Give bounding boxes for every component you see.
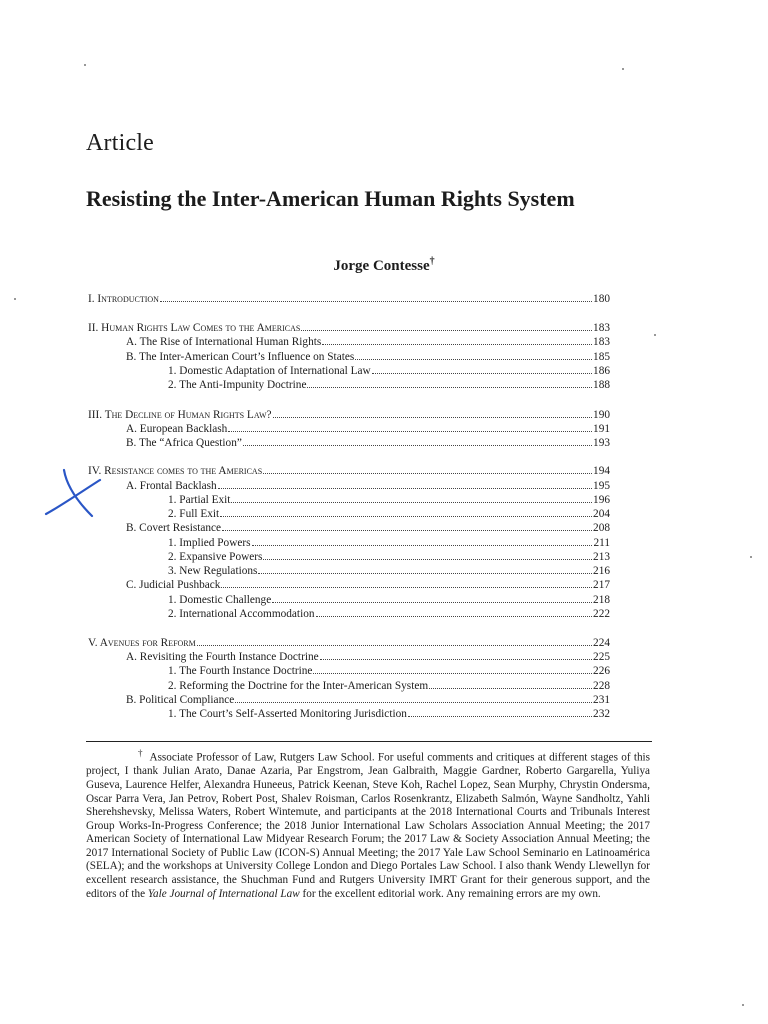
toc-leader-dots <box>218 479 592 489</box>
footnote-journal-name: Yale Journal of International Law <box>147 887 300 900</box>
toc-entry <box>168 593 610 607</box>
toc-entry <box>168 378 610 392</box>
toc-entry <box>126 693 610 707</box>
toc-leader-dots <box>301 321 592 331</box>
toc-entry-label: B. Covert Resistance <box>126 522 222 534</box>
toc-leader-dots <box>231 493 592 503</box>
toc-entry <box>168 550 610 564</box>
toc-entry <box>168 679 610 693</box>
footnote-divider <box>86 741 652 742</box>
toc-entry-label: A. Frontal Backlash <box>126 480 217 492</box>
toc-leader-dots <box>258 564 592 574</box>
toc-leader-dots <box>372 364 592 374</box>
toc-entry <box>168 707 610 721</box>
toc-entry-label: I. Introduction <box>88 293 159 305</box>
toc-entry-label: A. The Rise of International Human Rights <box>126 336 322 348</box>
toc-entry-page: 186 <box>593 365 610 377</box>
toc-entry-page: 190 <box>593 409 610 421</box>
toc-leader-dots <box>263 464 592 474</box>
toc-entry <box>88 464 610 478</box>
article-title: Resisting the Inter-American Human Rights System <box>86 186 575 211</box>
toc-leader-dots <box>197 636 592 646</box>
toc-entry <box>168 536 610 550</box>
footnote-mark: † <box>138 748 143 758</box>
toc-entry <box>88 321 610 335</box>
toc-entry-page: 195 <box>593 480 610 492</box>
toc-entry-page: 222 <box>593 608 610 620</box>
footnote-text-start: Associate Professor of Law, Rutgers Law School. For useful comments and critiques at different stages of this project, I thank Julian Arato, Danae Azaria, Par Engstrom, Jean Galbraith, Maggie Gardner, Roberto Gargarella, Yuliya Guseva, Laurence Helfer, Alexandra Huneeus, Patrick Keenan, Steve Koh, Rachel Lopez, Sean Murphy, Chrystin Ondersma, Oscar Parra Vera, Jan Petrov, Robert Post, Shalev Roisman, Carlos Rosenkrantz, Elizabeth Salmón, Wayne Sandholtz, Yahli Sherehshevsky, Melissa Waters, Robert Wintemute, and participants at the 2018 International Courts and Tribunals Interest Group Works-In-Progress Conference; the 2018 Junior International Law Scholars Association Annual Meeting; the 2017 American Society of International Law Midyear Research Forum; the 2017 Law & Society Association Annual Meeting; the 2017 International Society of Public Law (ICON-S) Annual Meeting; the 2017 Yale Law School Seminario en Latinoamérica (SELA); and the workshops at University College London and Diego Portales Law School. I also thank Wendy Llewellyn for excellent research assistance, the Shuchman Fund and Rutgers University IMRT Grant for their generous support, and the editors of the <box>86 751 651 900</box>
scan-speck <box>622 68 624 70</box>
toc-entry-page: 183 <box>593 336 610 348</box>
toc-entry-page: 193 <box>593 437 610 449</box>
toc-entry-label: II. Human Rights Law Comes to the Americas <box>88 322 301 334</box>
toc-leader-dots <box>355 350 592 360</box>
toc-entry-label: 3. New Regulations <box>168 565 258 577</box>
toc-entry-page: 204 <box>593 508 610 520</box>
toc-entry-label: 1. Domestic Challenge <box>168 594 272 606</box>
toc-leader-dots <box>320 650 592 660</box>
toc-leader-dots <box>429 679 592 689</box>
toc-entry-label: 2. Expansive Powers <box>168 551 263 563</box>
toc-entry-label: III. The Decline of Human Rights Law? <box>88 409 272 421</box>
toc-entry-label: B. The Inter-American Court’s Influence on States <box>126 351 355 363</box>
toc-entry-page: 224 <box>593 637 610 649</box>
toc-entry <box>168 493 610 507</box>
footnote-paragraph <box>86 747 650 901</box>
toc-entry-page: 232 <box>593 708 610 720</box>
toc-entry-page: 211 <box>593 537 610 549</box>
scan-speck <box>742 1004 744 1006</box>
footnote <box>86 747 650 901</box>
toc-entry-page: 226 <box>593 665 610 677</box>
toc-entry <box>126 578 610 592</box>
toc-entry <box>88 292 610 306</box>
toc-entry-page: 225 <box>593 651 610 663</box>
toc-entry-label: V. Avenues for Reform <box>88 637 196 649</box>
toc-entry <box>168 364 610 378</box>
scan-speck <box>654 334 656 336</box>
toc-entry <box>126 479 610 493</box>
toc-entry <box>126 436 610 450</box>
toc-entry <box>168 664 610 678</box>
toc-leader-dots <box>221 578 592 588</box>
toc-entry-label: IV. Resistance comes to the Americas <box>88 465 263 477</box>
toc-entry-page: 196 <box>593 494 610 506</box>
toc-leader-dots <box>228 422 592 432</box>
toc-entry-page: 194 <box>593 465 610 477</box>
toc-entry <box>126 422 610 436</box>
toc-entry-label: B. Political Compliance <box>126 694 235 706</box>
toc-leader-dots <box>322 335 592 345</box>
toc-leader-dots <box>408 707 592 717</box>
toc-entry-page: 208 <box>593 522 610 534</box>
toc-entry-label: B. The “Africa Question” <box>126 437 242 449</box>
toc-entry-label: 1. Implied Powers <box>168 537 251 549</box>
toc-leader-dots <box>222 521 592 531</box>
toc-entry-page: 216 <box>593 565 610 577</box>
toc-entry <box>126 650 610 664</box>
article-kind-label: Article <box>86 130 155 156</box>
toc-entry-label: 2. International Accommodation <box>168 608 315 620</box>
toc-entry-page: 191 <box>593 423 610 435</box>
scan-speck <box>84 64 86 66</box>
toc-entry-label: 1. Domestic Adaptation of International Law <box>168 365 371 377</box>
toc-entry <box>88 636 610 650</box>
toc-entry-label: A. European Backlash <box>126 423 228 435</box>
toc-entry-page: 231 <box>593 694 610 706</box>
scan-speck <box>750 556 752 558</box>
toc-entry <box>168 507 610 521</box>
handwritten-x-icon <box>40 466 104 522</box>
toc-entry <box>168 607 610 621</box>
toc-entry-page: 180 <box>593 293 610 305</box>
toc-entry-label: 2. Full Exit <box>168 508 220 520</box>
toc-leader-dots <box>313 664 592 674</box>
toc-entry <box>88 408 610 422</box>
toc-leader-dots <box>160 292 592 302</box>
author-line <box>0 256 768 275</box>
scan-speck <box>14 298 16 300</box>
toc-entry-page: 217 <box>593 579 610 591</box>
toc-entry-page: 218 <box>593 594 610 606</box>
toc-entry-page: 188 <box>593 379 610 391</box>
toc-entry-page: 228 <box>593 680 610 692</box>
toc-entry-label: 2. The Anti-Impunity Doctrine <box>168 379 307 391</box>
toc-leader-dots <box>220 507 592 517</box>
toc-leader-dots <box>307 378 592 388</box>
author-footnote-mark: † <box>429 256 435 267</box>
toc-entry-page: 185 <box>593 351 610 363</box>
toc-entry-label: 1. Partial Exit <box>168 494 231 506</box>
toc-entry <box>126 350 610 364</box>
toc-entry-label: 1. The Court’s Self-Asserted Monitoring Jurisdiction <box>168 708 407 720</box>
toc-leader-dots <box>272 593 592 603</box>
toc-leader-dots <box>316 607 593 617</box>
toc-leader-dots <box>235 693 592 703</box>
toc-entry-page: 183 <box>593 322 610 334</box>
toc-entry-label: 1. The Fourth Instance Doctrine <box>168 665 313 677</box>
toc-leader-dots <box>273 408 593 418</box>
toc-leader-dots <box>263 550 592 560</box>
toc-entry-label: 2. Reforming the Doctrine for the Inter-American System <box>168 680 429 692</box>
toc-entry <box>126 521 610 535</box>
author-name: Jorge Contesse <box>333 258 430 274</box>
toc-entry-label: A. Revisiting the Fourth Instance Doctrine <box>126 651 319 663</box>
toc-entry <box>126 335 610 349</box>
toc-entry-label: C. Judicial Pushback <box>126 579 221 591</box>
footnote-text-end: for the excellent editorial work. Any remaining errors are my own. <box>302 887 601 900</box>
toc-entry <box>168 564 610 578</box>
toc-leader-dots <box>252 536 593 546</box>
toc-leader-dots <box>243 436 592 446</box>
toc-entry-page: 213 <box>593 551 610 563</box>
